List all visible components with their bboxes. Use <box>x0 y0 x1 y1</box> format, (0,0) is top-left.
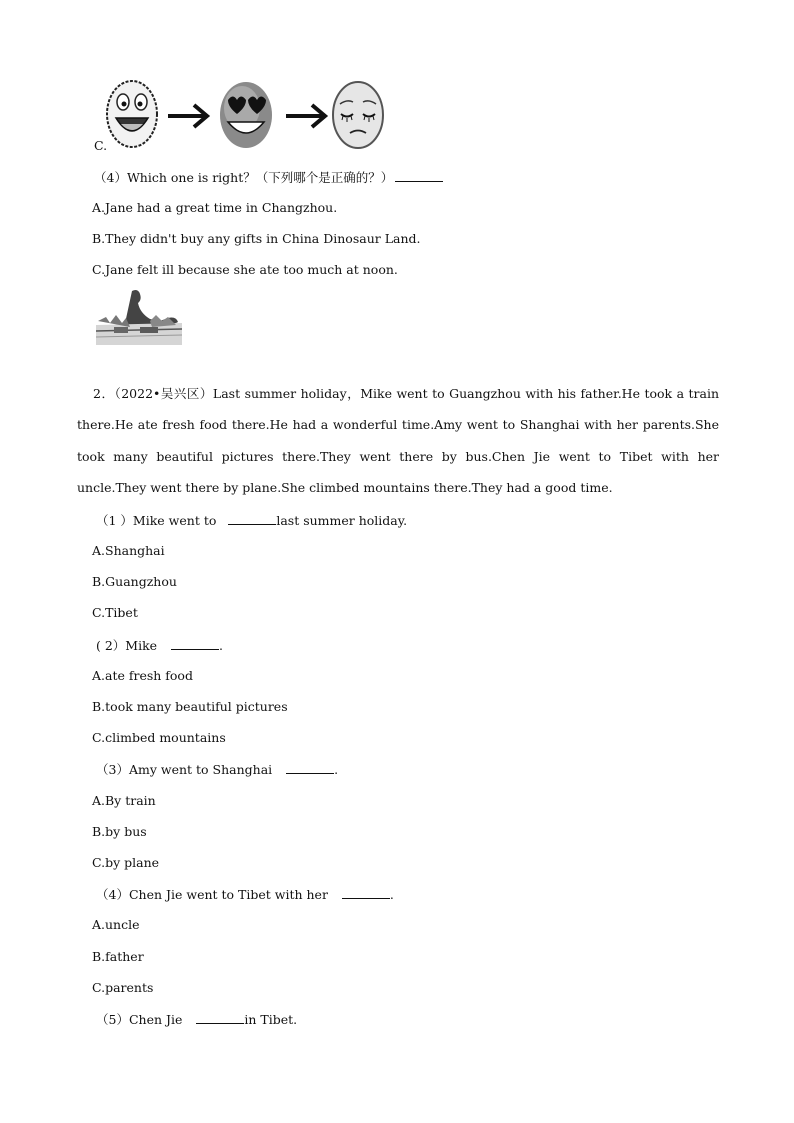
answer-blank[interactable] <box>196 1011 244 1024</box>
q2-q1-option-b: B.Guangzhou <box>92 574 177 589</box>
arrow-right-icon <box>286 105 325 127</box>
q2-q2-option-c: C.climbed mountains <box>92 730 226 745</box>
q1-sub4-prompt: （4）Which one is right？（下列哪个是正确的？） <box>94 169 443 186</box>
heart-eyes-face-icon <box>220 82 272 148</box>
q2-question-4: （4）Chen Jie went to Tibet with her . <box>96 887 394 902</box>
q2-question-3: （3）Amy went to Shanghai . <box>96 762 339 777</box>
q2-q3-option-c: C.by plane <box>92 855 160 870</box>
q2-question-5: （5）Chen Jie in Tibet. <box>96 1012 298 1027</box>
q2-q3-option-a: A.By train <box>92 793 156 808</box>
q2-q4-option-c: C.parents <box>92 980 154 995</box>
q1-sub4-option-a: A.Jane had a great time in Changzhou. <box>92 200 338 215</box>
dinosaur-park-icon <box>96 287 182 345</box>
answer-blank[interactable] <box>342 886 390 899</box>
q2-q2-option-b: B.took many beautiful pictures <box>92 699 288 714</box>
q1-sub4-option-c: C.Jane felt ill because she ate too much at noon. <box>92 262 398 277</box>
q2-question-2: ( 2）Mike . <box>96 638 224 653</box>
q2-q3-option-b: B.by bus <box>92 824 147 839</box>
q2-q1-option-c: C.Tibet <box>92 605 138 620</box>
arrow-right-icon <box>168 105 207 127</box>
option-c-label: C. <box>94 138 108 153</box>
q1-sub4-option-b: B.They didn't buy any gifts in China Dinosaur Land. <box>92 231 421 246</box>
answer-blank[interactable] <box>171 637 219 650</box>
answer-blank[interactable] <box>228 512 276 525</box>
answer-blank[interactable] <box>395 169 443 182</box>
answer-blank[interactable] <box>286 761 334 774</box>
emoji-sequence <box>104 78 388 150</box>
sad-face-icon <box>333 82 383 148</box>
q2-q4-option-b: B.father <box>92 949 144 964</box>
q2-question-1: （1 ）Mike went to last summer holiday. <box>96 513 408 528</box>
laughing-face-icon <box>107 81 157 147</box>
q2-q1-option-a: A.Shanghai <box>92 543 165 558</box>
q2-passage: 2．（2022•吴兴区）Last summer holiday，Mike went to Guangzhou with his father.He took a train there.He ate fresh food there.He had a wonderful time.Amy went to Shanghai with her parents.She took many beautiful pictures there.They went there by bus.Chen Jie went to Tibet with her uncle.They went there by plane.She climbed mountains there.They had a good time. <box>77 386 719 495</box>
q2-q4-option-a: A.uncle <box>92 917 140 932</box>
q2-q2-option-a: A.ate fresh food <box>92 668 193 683</box>
